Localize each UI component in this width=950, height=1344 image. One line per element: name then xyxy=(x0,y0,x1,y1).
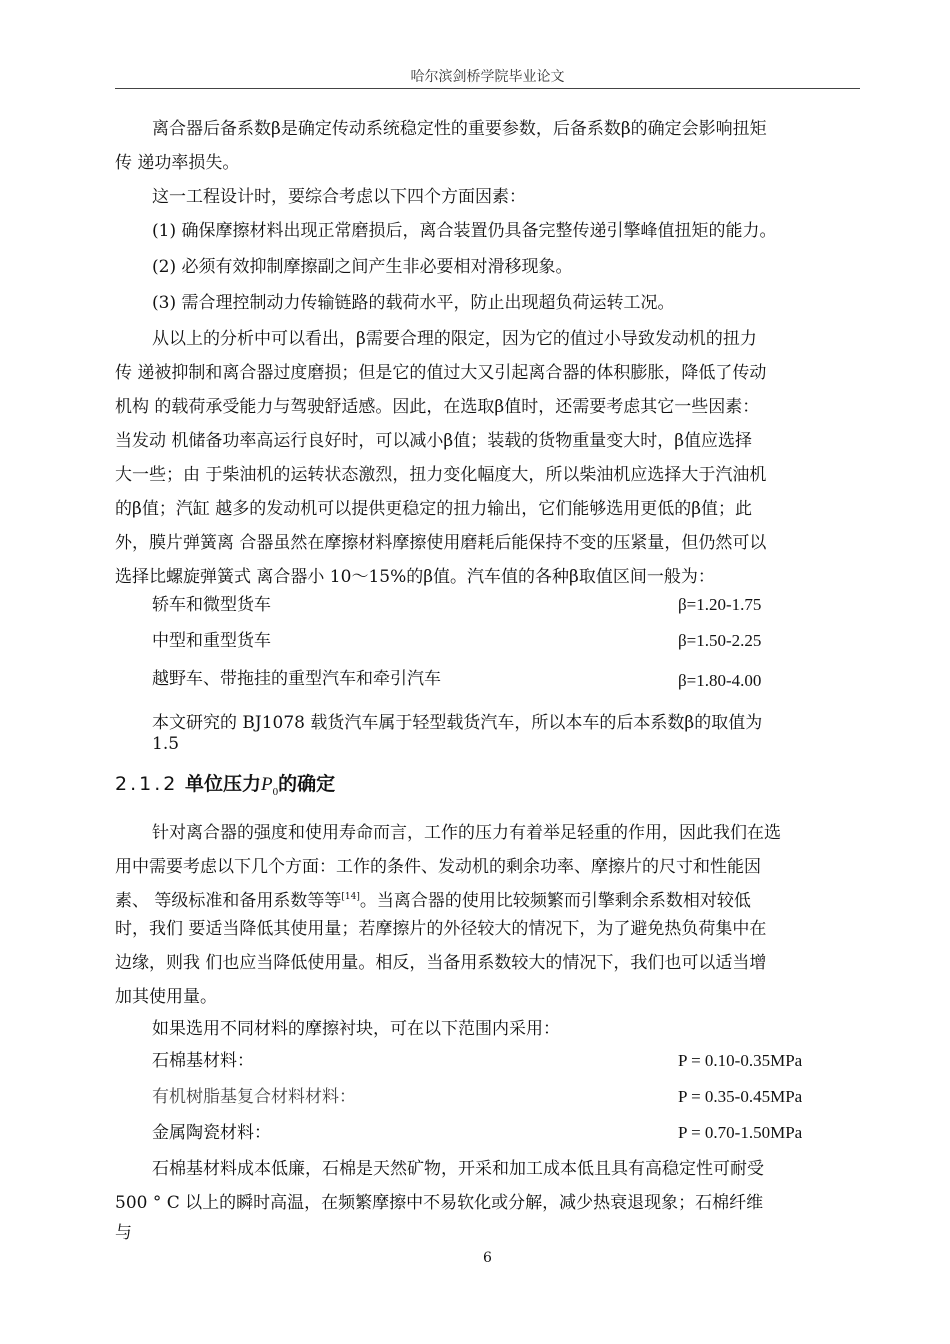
material-name: 有机树脂基复合材料材料： xyxy=(152,1087,356,1107)
pressure-symbol: $P_0$ xyxy=(261,774,279,798)
text-line: 离合器后备系数β是确定传动系统稳定性的重要参数，后备系数β的确定会影响扭矩 xyxy=(152,119,767,139)
text-line: 外，膜片弹簧离 合器虽然在摩擦材料摩擦使用磨耗后能保持不变的压紧量，但仍然可以 xyxy=(115,533,767,553)
vehicle-type: 越野车、带拖挂的重型汽车和牵引汽车 xyxy=(152,669,441,689)
text-line: 石棉基材料成本低廉，石棉是天然矿物，开采和加工成本低且具有高稳定性可耐受 xyxy=(152,1159,764,1179)
text-line: 这一工程设计时，要综合考虑以下四个方面因素： xyxy=(152,187,526,207)
text-line: 当发动 机储备功率高运行良好时，可以减小β值；装载的货物重量变大时，β值应选择 xyxy=(115,431,753,451)
section-title-end: 的确定 xyxy=(278,773,336,795)
vehicle-type: 中型和重型货车 xyxy=(152,631,271,651)
text-line: 500 ° C 以上的瞬时高温，在频繁摩擦中不易软化或分解，减少热衰退现象；石棉纤维 xyxy=(115,1193,764,1213)
text-line: 用中需要考虑以下几个方面：工作的条件、发动机的剩余功率、摩擦片的尺寸和性能因 xyxy=(115,857,761,877)
section-heading xyxy=(115,772,335,804)
text-line: 的β值；汽缸 越多的发动机可以提供更稳定的扭力输出，它们能够选用更低的β值；此 xyxy=(115,499,753,519)
list-item: (1) 确保摩擦材料出现正常磨损后，离合装置仍具备完整传递引擎峰值扭矩的能力。 xyxy=(152,221,777,241)
text-line: 与 xyxy=(115,1223,132,1243)
text-line: 边缘，则我 们也应当降低使用量。相反，当备用系数较大的情况下，我们也可以适当增 xyxy=(115,953,767,973)
beta-value: β=1.50-2.25 xyxy=(678,631,762,650)
section-title: 单位压力 xyxy=(184,773,261,795)
material-name: 金属陶瓷材料： xyxy=(152,1123,271,1143)
text-line: 针对离合器的强度和使用寿命而言，工作的压力有着举足轻重的作用，因此我们在选 xyxy=(152,823,781,843)
text-line: 大一些；由 于柴油机的运转状态激烈，扭力变化幅度大，所以柴油机应选择大于汽油机 xyxy=(115,465,767,485)
text-line: 选择比螺旋弹簧式 离合器小 10～15%的β值。汽车值的各种β取值区间一般为： xyxy=(115,567,715,587)
material-name: 石棉基材料： xyxy=(152,1051,254,1071)
beta-value: β=1.80-4.00 xyxy=(678,671,762,690)
text-line: 时，我们 要适当降低其使用量；若摩擦片的外径较大的情况下，为了避免热负荷集中在 xyxy=(115,919,767,939)
text-line: 如果选用不同材料的摩擦衬块，可在以下范围内采用： xyxy=(152,1019,560,1039)
text-line: 加其使用量。 xyxy=(115,987,217,1007)
beta-value: β=1.20-1.75 xyxy=(678,595,762,614)
text-line: 本文研究的 BJ1078 载货汽车属于轻型载货汽车，所以本车的后本系数β的取值为 xyxy=(152,713,763,733)
citation-ref: [14] xyxy=(341,892,360,902)
list-item: (2) 必须有效抑制摩擦副之间产生非必要相对滑移现象。 xyxy=(152,257,573,277)
text-line: 机构 的载荷承受能力与驾驶舒适感。因此，在选取β值时，还需要考虑其它一些因素： xyxy=(115,397,760,417)
text-line: 1.5 xyxy=(152,734,180,754)
text-line: 从以上的分析中可以看出，β需要合理的限定，因为它的值过小导致发动机的扭力 xyxy=(152,329,757,349)
section-number: 2.1.2 xyxy=(115,773,179,795)
text-line: 传 递功率损失。 xyxy=(115,153,240,173)
pressure-value: P = 0.70-1.50MPa xyxy=(678,1123,803,1142)
text-line: 素、 等级标准和备用系数等等[14]。当离合器的使用比较频繁而引擎剩余系数相对较低 xyxy=(115,891,751,911)
running-header: 哈尔滨剑桥学院毕业论文 xyxy=(410,69,565,85)
page-number: 6 xyxy=(483,1250,492,1266)
pressure-value: P = 0.10-0.35MPa xyxy=(678,1051,803,1070)
header-rule xyxy=(115,88,860,89)
pressure-value: P = 0.35-0.45MPa xyxy=(678,1087,803,1106)
vehicle-type: 轿车和微型货车 xyxy=(152,595,271,615)
text-line: 传 递被抑制和离合器过度磨损；但是它的值过大又引起离合器的体积膨胀，降低了传动 xyxy=(115,363,767,383)
list-item: (3) 需合理控制动力传输链路的载荷水平，防止出现超负荷运转工况。 xyxy=(152,293,675,313)
